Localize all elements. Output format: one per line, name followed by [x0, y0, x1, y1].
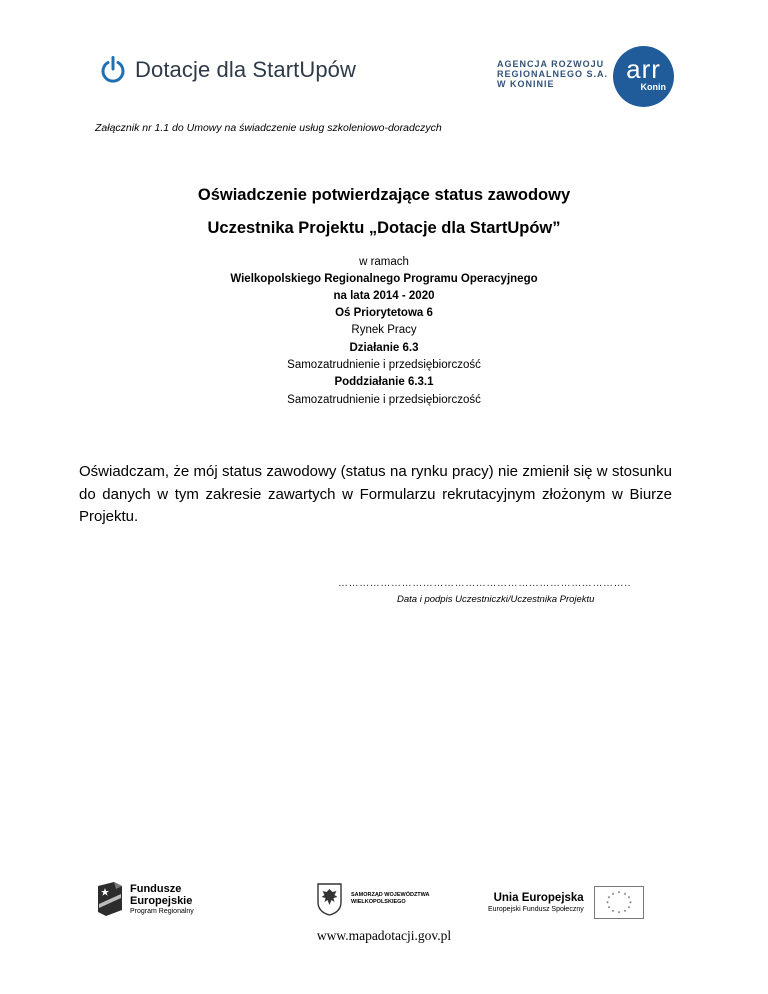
arr-line: REGIONALNEGO S.A. — [497, 69, 609, 79]
document-title-line1: Oświadczenie potwierdzające status zawodowy — [197, 186, 571, 204]
eu-logo — [488, 886, 644, 919]
measure: Działanie 6.3 — [349, 342, 419, 354]
svg-text:*: * — [627, 906, 630, 912]
fe-line2: Europejskie — [130, 894, 193, 907]
fundusze-europejskie-logo — [96, 880, 194, 918]
submeasure-name: Samozatrudnienie i przedsiębiorczość — [287, 394, 481, 406]
program-name: Wielkopolskiego Regionalnego Programu Operacyjnego — [230, 273, 538, 285]
signature-line: ……………………………………………………………………….. — [338, 578, 631, 589]
svg-text:*: * — [611, 892, 614, 899]
eagle-crest-icon — [316, 882, 343, 916]
signature-label: Data i podpis Uczestniczki/Uczestnika Projektu — [397, 594, 595, 605]
arr-line: AGENCJA ROZWOJU — [497, 59, 605, 69]
program-years: na lata 2014 - 2020 — [333, 290, 435, 302]
arr-agency-name — [497, 59, 608, 89]
svg-text:*: * — [627, 896, 630, 902]
svg-text:*: * — [623, 892, 626, 899]
wlkp-line2: WIELKOPOLSKIEGO — [351, 899, 406, 905]
ue-line1: Unia Europejska — [493, 891, 584, 904]
document-title-line2: Uczestnika Projektu „Dotacje dla StartUpów” — [207, 219, 561, 237]
svg-text:*: * — [617, 911, 620, 917]
website-link[interactable]: www.mapadotacji.gov.pl — [316, 928, 452, 943]
svg-text:*: * — [628, 901, 632, 907]
svg-text:*: * — [623, 909, 626, 916]
arr-line: W KONINIE — [497, 79, 555, 89]
arr-logo-text: arr — [626, 54, 661, 84]
fe-line1: Fundusze — [130, 882, 182, 895]
priority-axis: Oś Priorytetowa 6 — [335, 307, 433, 319]
annex-note: Załącznik nr 1.1 do Umowy na świadczenie usług szkoleniowo-doradczych — [95, 122, 442, 134]
wielkopolska-logo — [316, 882, 430, 916]
arr-logo — [613, 46, 674, 107]
measure-name: Samozatrudnienie i przedsiębiorczość — [287, 359, 481, 371]
arr-logo-city: Konin — [640, 82, 666, 92]
svg-text:*: * — [607, 906, 610, 912]
fe-line3: Program Regionalny — [130, 907, 194, 915]
project-brand: Dotacje dla StartUpów — [135, 57, 356, 82]
svg-text:*: * — [607, 896, 610, 902]
svg-text:*: * — [617, 891, 620, 897]
ue-line2: Europejski Fundusz Społeczny — [488, 905, 584, 913]
wlkp-line1: SAMORZĄD WOJEWÓDZTWA — [351, 892, 430, 898]
declaration-statement: Oświadczam, że mój status zawodowy (status na rynku pracy) nie zmienił się w stosunku do danych w tym zakresie zawartych w Formularzu rekrutacyjnym złożonym w Biurze Projektu. — [79, 463, 672, 525]
power-icon — [100, 55, 126, 85]
program-intro: w ramach — [359, 256, 409, 268]
dotacje-logo — [100, 54, 356, 86]
fe-emblem-icon — [96, 880, 124, 918]
eu-flag-icon — [594, 886, 644, 919]
priority-axis-name: Rynek Pracy — [351, 324, 417, 336]
svg-text:*: * — [605, 901, 609, 907]
svg-text:*: * — [611, 909, 614, 916]
submeasure: Poddziałanie 6.3.1 — [334, 376, 434, 388]
